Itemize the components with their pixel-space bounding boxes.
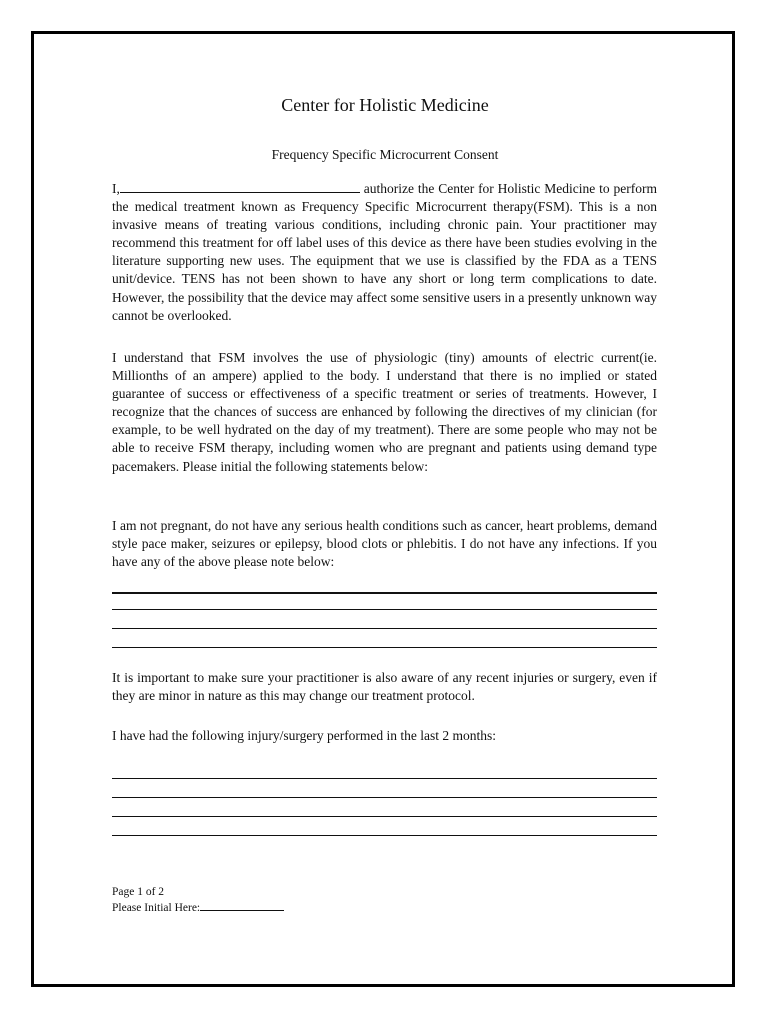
initial-label: Please Initial Here: — [112, 902, 201, 914]
consent-paragraph-authorization — [112, 180, 657, 325]
health-notes-line-3[interactable] — [112, 628, 657, 629]
health-notes-line-4[interactable] — [112, 647, 657, 648]
initial-blank[interactable] — [200, 900, 284, 911]
consent-paragraph-health-conditions: I am not pregnant, do not have any serious health conditions such as cancer, heart problems, demand style pace maker, seizures or epilepsy, blood clots or phlebitis. I do not have any infections. If you have any of the above please note below: — [112, 518, 657, 570]
injury-notes-line-4[interactable] — [112, 835, 657, 836]
health-notes-line-2[interactable] — [112, 609, 657, 610]
injury-notes-line-2[interactable] — [112, 797, 657, 798]
health-notes-line-1[interactable] — [112, 592, 657, 594]
initial-row — [112, 900, 284, 916]
authorization-body: authorize the Center for Holistic Medicine to perform the medical treatment known as Frequency Specific Microcurrent therapy(FSM). This is a non invasive means of treating various conditions, including chronic pain. Your practitioner may recommend this treatment for off label uses of this device as there have been studies evolving in the literature supporting new uses. The equipment that we use is classified by the FDA as a TENS unit/device. TENS has not been shown to have any short or long term complications to date. However, the possibility that the device may affect some sensitive users in a presently unknown way cannot be overlooked. — [112, 181, 657, 323]
injury-notes-line-3[interactable] — [112, 816, 657, 817]
injury-surgery-prompt: I have had the following injury/surgery performed in the last 2 months: — [112, 728, 497, 743]
page-footer — [112, 884, 284, 916]
page-number: Page 1 of 2 — [112, 886, 165, 898]
consent-paragraph-understanding: I understand that FSM involves the use of physiologic (tiny) amounts of electric current(ie. Millionths of an ampere) applied to the body. I understand that there is no implied or stated guarantee of success or effectiveness of a specific treatment or series of treatments. However, I recognize that the chances of success are enhanced by following the directives of my clinician (for example, to be well hydrated on the day of my treatment). There are some people who may not be able to receive FSM therapy, including women who are pregnant and patients using demand type pacemakers. Please initial the following statements below: — [112, 350, 657, 474]
patient-name-blank[interactable] — [120, 180, 360, 193]
page-border — [31, 31, 735, 987]
authorization-lead: I, — [112, 181, 120, 196]
document-subtitle: Frequency Specific Microcurrent Consent — [271, 147, 499, 162]
injury-notes-line-1[interactable] — [112, 778, 657, 779]
document-title: Center for Holistic Medicine — [281, 95, 489, 115]
consent-paragraph-injuries: It is important to make sure your practitioner is also aware of any recent injuries or surgery, even if they are minor in nature as this may change our treatment protocol. — [112, 670, 657, 704]
